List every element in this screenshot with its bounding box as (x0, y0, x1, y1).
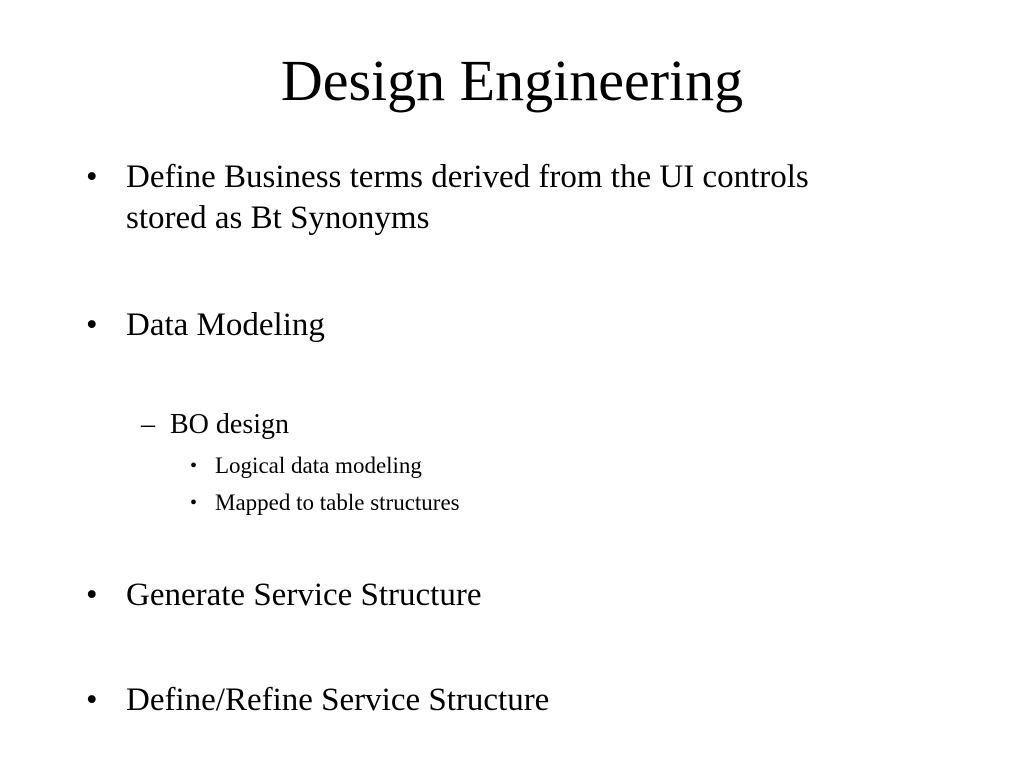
bullet-text: Generate Service Structure (126, 577, 482, 613)
bullet-marker: • (190, 492, 198, 514)
sub-sub-bullet-logical-data-modeling (190, 452, 790, 480)
bullet-generate-service-structure (86, 575, 846, 616)
bullet-data-modeling (86, 305, 846, 346)
bullet-text: Data Modeling (126, 307, 325, 343)
sub-bullet-bo-design (141, 408, 741, 442)
bullet-marker: • (190, 455, 198, 477)
bullet-define-business-terms (86, 157, 846, 239)
sub-sub-bullet-mapped-to-table (190, 489, 790, 517)
sub-sub-bullet-text: Logical data modeling (215, 453, 422, 478)
sub-bullet-text: BO design (170, 409, 289, 440)
bullet-text: Define/Refine Service Structure (126, 682, 550, 718)
dash-marker: – (141, 409, 155, 440)
bullet-marker: • (86, 307, 98, 343)
sub-sub-bullet-text: Mapped to table structures (215, 490, 460, 515)
slide-title: Design Engineering (280, 48, 744, 113)
bullet-text: Define Business terms derived from the UI controls stored as Bt Synonyms (126, 159, 809, 236)
bullet-define-refine-service-structure (86, 680, 846, 721)
bullet-marker: • (86, 682, 98, 718)
bullet-marker: • (86, 577, 98, 613)
bullet-marker: • (86, 159, 98, 195)
